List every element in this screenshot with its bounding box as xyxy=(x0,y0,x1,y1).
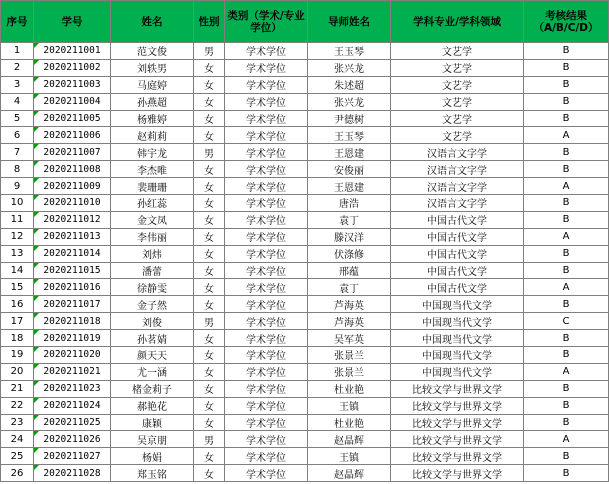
cell-discipline[interactable]: 中国古代文学 xyxy=(391,245,524,262)
cell-result[interactable]: B xyxy=(524,380,609,397)
cell-category[interactable]: 学术学位 xyxy=(225,211,308,228)
cell-student-id[interactable]: 2020211009 xyxy=(34,178,111,195)
cell-student-id[interactable]: 2020211021 xyxy=(34,363,111,380)
cell-name[interactable]: 李伟丽 xyxy=(111,228,194,245)
cell-result[interactable]: B xyxy=(524,211,609,228)
cell-student-id[interactable]: 2020211025 xyxy=(34,414,111,431)
cell-discipline[interactable]: 中国现当代文学 xyxy=(391,313,524,330)
cell-result[interactable]: B xyxy=(524,195,609,212)
cell-result[interactable]: B xyxy=(524,448,609,465)
cell-gender[interactable]: 女 xyxy=(194,93,225,110)
cell-student-id[interactable]: 2020211027 xyxy=(34,448,111,465)
cell-student-id[interactable]: 2020211002 xyxy=(34,59,111,76)
cell-advisor[interactable]: 唐浩 xyxy=(308,195,391,212)
cell-name[interactable]: 杨娟 xyxy=(111,448,194,465)
header-advisor: 导师姓名 xyxy=(308,1,391,43)
cell-result[interactable]: A xyxy=(524,363,609,380)
table-row[interactable] xyxy=(1,347,609,364)
cell-index[interactable]: 10 xyxy=(1,195,34,212)
cell-advisor[interactable]: 杜业艳 xyxy=(308,414,391,431)
cell-student-id[interactable]: 2020211024 xyxy=(34,397,111,414)
cell-category[interactable]: 学术学位 xyxy=(225,59,308,76)
cell-name[interactable]: 孙茗婧 xyxy=(111,330,194,347)
cell-name[interactable]: 郝艳花 xyxy=(111,397,194,414)
cell-index[interactable]: 9 xyxy=(1,178,34,195)
cell-gender[interactable]: 男 xyxy=(194,431,225,448)
cell-index[interactable]: 22 xyxy=(1,397,34,414)
cell-name[interactable]: 赵莉莉 xyxy=(111,127,194,144)
cell-student-id[interactable]: 2020211007 xyxy=(34,144,111,161)
cell-result[interactable]: B xyxy=(524,465,609,482)
cell-result[interactable]: B xyxy=(524,76,609,93)
cell-index[interactable]: 20 xyxy=(1,363,34,380)
cell-index[interactable]: 21 xyxy=(1,380,34,397)
cell-advisor[interactable]: 安俊丽 xyxy=(308,161,391,178)
cell-result[interactable]: A xyxy=(524,228,609,245)
cell-student-id[interactable]: 2020211017 xyxy=(34,296,111,313)
cell-gender[interactable]: 男 xyxy=(194,313,225,330)
cell-advisor[interactable]: 王玉琴 xyxy=(308,127,391,144)
cell-discipline[interactable]: 中国古代文学 xyxy=(391,262,524,279)
cell-index[interactable]: 11 xyxy=(1,211,34,228)
cell-name[interactable]: 杨雅婷 xyxy=(111,110,194,127)
cell-result[interactable]: B xyxy=(524,347,609,364)
cell-advisor[interactable]: 袁丁 xyxy=(308,279,391,296)
cell-student-id[interactable]: 2020211019 xyxy=(34,330,111,347)
cell-advisor[interactable]: 张景兰 xyxy=(308,347,391,364)
cell-name[interactable]: 尤一涵 xyxy=(111,363,194,380)
cell-gender[interactable]: 女 xyxy=(194,59,225,76)
cell-name[interactable]: 李杰唯 xyxy=(111,161,194,178)
cell-student-id[interactable]: 2020211014 xyxy=(34,245,111,262)
cell-discipline[interactable]: 文艺学 xyxy=(391,110,524,127)
cell-result[interactable]: A xyxy=(524,431,609,448)
cell-discipline[interactable]: 汉语言文字学 xyxy=(391,161,524,178)
table-header xyxy=(1,1,609,43)
cell-name[interactable]: 楮金莉子 xyxy=(111,380,194,397)
cell-discipline[interactable]: 中国古代文学 xyxy=(391,228,524,245)
cell-student-id[interactable]: 2020211003 xyxy=(34,76,111,93)
header-name: 姓名 xyxy=(111,1,194,43)
cell-result[interactable]: B xyxy=(524,43,609,60)
cell-index[interactable]: 4 xyxy=(1,93,34,110)
cell-student-id[interactable]: 2020211005 xyxy=(34,110,111,127)
header-gender: 性别 xyxy=(194,1,225,43)
cell-index[interactable]: 5 xyxy=(1,110,34,127)
cell-advisor[interactable]: 芦海英 xyxy=(308,296,391,313)
cell-result[interactable]: B xyxy=(524,110,609,127)
cell-gender[interactable]: 女 xyxy=(194,465,225,482)
cell-result[interactable]: B xyxy=(524,59,609,76)
cell-category[interactable]: 学术学位 xyxy=(225,144,308,161)
cell-advisor[interactable]: 袁丁 xyxy=(308,211,391,228)
cell-name[interactable]: 吴京朋 xyxy=(111,431,194,448)
table-body xyxy=(1,43,609,482)
cell-student-id[interactable]: 2020211004 xyxy=(34,93,111,110)
table-row[interactable] xyxy=(1,110,609,127)
cell-student-id[interactable]: 2020211026 xyxy=(34,431,111,448)
cell-name[interactable]: 范文俊 xyxy=(111,43,194,60)
cell-category[interactable]: 学术学位 xyxy=(225,127,308,144)
cell-gender[interactable]: 女 xyxy=(194,380,225,397)
cell-gender[interactable]: 女 xyxy=(194,262,225,279)
table-row[interactable] xyxy=(1,93,609,110)
cell-student-id[interactable]: 2020211001 xyxy=(34,43,111,60)
cell-category[interactable]: 学术学位 xyxy=(225,380,308,397)
cell-advisor[interactable]: 张兴龙 xyxy=(308,59,391,76)
table-row[interactable] xyxy=(1,161,609,178)
cell-index[interactable]: 7 xyxy=(1,144,34,161)
cell-index[interactable]: 18 xyxy=(1,330,34,347)
cell-category[interactable]: 学术学位 xyxy=(225,245,308,262)
table-row[interactable] xyxy=(1,262,609,279)
table-row[interactable] xyxy=(1,144,609,161)
cell-student-id[interactable]: 2020211023 xyxy=(34,380,111,397)
cell-gender[interactable]: 女 xyxy=(194,414,225,431)
cell-advisor[interactable]: 王玉琴 xyxy=(308,43,391,60)
cell-category[interactable]: 学术学位 xyxy=(225,43,308,60)
cell-advisor[interactable]: 王恩建 xyxy=(308,144,391,161)
table-row[interactable] xyxy=(1,228,609,245)
cell-student-id[interactable]: 2020211020 xyxy=(34,347,111,364)
cell-advisor[interactable]: 芦海英 xyxy=(308,313,391,330)
cell-name[interactable]: 金子然 xyxy=(111,296,194,313)
cell-category[interactable]: 学术学位 xyxy=(225,178,308,195)
cell-student-id[interactable]: 2020211006 xyxy=(34,127,111,144)
cell-student-id[interactable]: 2020211018 xyxy=(34,313,111,330)
table-row[interactable] xyxy=(1,245,609,262)
cell-category[interactable]: 学术学位 xyxy=(225,110,308,127)
cell-student-id[interactable]: 2020211016 xyxy=(34,279,111,296)
cell-advisor[interactable]: 邢蕴 xyxy=(308,262,391,279)
header-category: 类别（学术/专业学位） xyxy=(225,1,308,43)
table-row[interactable] xyxy=(1,127,609,144)
cell-category[interactable]: 学术学位 xyxy=(225,279,308,296)
cell-advisor[interactable]: 尹德树 xyxy=(308,110,391,127)
cell-discipline[interactable]: 比较文学与世界文学 xyxy=(391,380,524,397)
table-row[interactable] xyxy=(1,59,609,76)
cell-gender[interactable]: 女 xyxy=(194,127,225,144)
cell-advisor[interactable]: 朱述超 xyxy=(308,76,391,93)
table-row[interactable] xyxy=(1,178,609,195)
cell-index[interactable]: 1 xyxy=(1,43,34,60)
cell-advisor[interactable]: 杜业艳 xyxy=(308,380,391,397)
cell-advisor[interactable]: 滕汉洋 xyxy=(308,228,391,245)
cell-index[interactable]: 23 xyxy=(1,414,34,431)
cell-gender[interactable]: 女 xyxy=(194,448,225,465)
cell-category[interactable]: 学术学位 xyxy=(225,262,308,279)
cell-student-id[interactable]: 2020211008 xyxy=(34,161,111,178)
cell-gender[interactable]: 女 xyxy=(194,195,225,212)
cell-discipline[interactable]: 中国现当代文学 xyxy=(391,330,524,347)
cell-index[interactable]: 16 xyxy=(1,296,34,313)
cell-name[interactable]: 韩宇龙 xyxy=(111,144,194,161)
cell-category[interactable]: 学术学位 xyxy=(225,228,308,245)
cell-discipline[interactable]: 文艺学 xyxy=(391,43,524,60)
cell-name[interactable]: 颜天天 xyxy=(111,347,194,364)
cell-category[interactable]: 学术学位 xyxy=(225,414,308,431)
cell-name[interactable]: 刘炜 xyxy=(111,245,194,262)
cell-name[interactable]: 刘俊 xyxy=(111,313,194,330)
table-row[interactable] xyxy=(1,313,609,330)
cell-name[interactable]: 金文凤 xyxy=(111,211,194,228)
table-row[interactable] xyxy=(1,195,609,212)
cell-index[interactable]: 13 xyxy=(1,245,34,262)
cell-gender[interactable]: 女 xyxy=(194,347,225,364)
cell-result[interactable]: B xyxy=(524,93,609,110)
cell-result[interactable]: C xyxy=(524,313,609,330)
cell-discipline[interactable]: 比较文学与世界文学 xyxy=(391,397,524,414)
cell-discipline[interactable]: 文艺学 xyxy=(391,76,524,93)
cell-student-id[interactable]: 2020211010 xyxy=(34,195,111,212)
cell-gender[interactable]: 女 xyxy=(194,245,225,262)
table-row[interactable] xyxy=(1,211,609,228)
cell-discipline[interactable]: 比较文学与世界文学 xyxy=(391,448,524,465)
cell-category[interactable]: 学术学位 xyxy=(225,330,308,347)
cell-discipline[interactable]: 比较文学与世界文学 xyxy=(391,414,524,431)
cell-name[interactable]: 徐静雯 xyxy=(111,279,194,296)
table-row[interactable] xyxy=(1,330,609,347)
cell-gender[interactable]: 女 xyxy=(194,76,225,93)
cell-result[interactable]: B xyxy=(524,144,609,161)
cell-discipline[interactable]: 中国古代文学 xyxy=(391,279,524,296)
cell-result[interactable]: B xyxy=(524,296,609,313)
cell-index[interactable]: 3 xyxy=(1,76,34,93)
cell-index[interactable]: 14 xyxy=(1,262,34,279)
cell-gender[interactable]: 女 xyxy=(194,211,225,228)
cell-discipline[interactable]: 文艺学 xyxy=(391,127,524,144)
cell-name[interactable]: 裴珊珊 xyxy=(111,178,194,195)
cell-index[interactable]: 25 xyxy=(1,448,34,465)
cell-index[interactable]: 15 xyxy=(1,279,34,296)
cell-category[interactable]: 学术学位 xyxy=(225,161,308,178)
cell-category[interactable]: 学术学位 xyxy=(225,448,308,465)
cell-result[interactable]: B xyxy=(524,161,609,178)
cell-index[interactable]: 19 xyxy=(1,347,34,364)
cell-discipline[interactable]: 汉语言文字学 xyxy=(391,195,524,212)
cell-advisor[interactable]: 张景兰 xyxy=(308,363,391,380)
cell-category[interactable]: 学术学位 xyxy=(225,93,308,110)
cell-name[interactable]: 郑玉铭 xyxy=(111,465,194,482)
cell-category[interactable]: 学术学位 xyxy=(225,195,308,212)
cell-result[interactable]: B xyxy=(524,397,609,414)
table-row[interactable] xyxy=(1,431,609,448)
cell-advisor[interactable]: 王镇 xyxy=(308,397,391,414)
cell-discipline[interactable]: 中国现当代文学 xyxy=(391,347,524,364)
cell-advisor[interactable]: 赵晶辉 xyxy=(308,431,391,448)
cell-gender[interactable]: 男 xyxy=(194,144,225,161)
cell-gender[interactable]: 女 xyxy=(194,161,225,178)
cell-index[interactable]: 24 xyxy=(1,431,34,448)
cell-discipline[interactable]: 中国现当代文学 xyxy=(391,363,524,380)
cell-result[interactable]: B xyxy=(524,330,609,347)
cell-category[interactable]: 学术学位 xyxy=(225,296,308,313)
cell-category[interactable]: 学术学位 xyxy=(225,313,308,330)
cell-category[interactable]: 学术学位 xyxy=(225,347,308,364)
cell-index[interactable]: 26 xyxy=(1,465,34,482)
cell-category[interactable]: 学术学位 xyxy=(225,397,308,414)
cell-gender[interactable]: 男 xyxy=(194,43,225,60)
cell-student-id[interactable]: 2020211012 xyxy=(34,211,111,228)
cell-discipline[interactable]: 比较文学与世界文学 xyxy=(391,465,524,482)
cell-index[interactable]: 12 xyxy=(1,228,34,245)
table-row[interactable] xyxy=(1,397,609,414)
cell-name[interactable]: 孙红蕊 xyxy=(111,195,194,212)
table-row[interactable] xyxy=(1,279,609,296)
cell-gender[interactable]: 女 xyxy=(194,363,225,380)
cell-name[interactable]: 潘蕾 xyxy=(111,262,194,279)
cell-discipline[interactable]: 中国现当代文学 xyxy=(391,296,524,313)
cell-name[interactable]: 刘轶男 xyxy=(111,59,194,76)
cell-discipline[interactable]: 比较文学与世界文学 xyxy=(391,431,524,448)
cell-result[interactable]: A xyxy=(524,127,609,144)
table-row[interactable] xyxy=(1,465,609,482)
table-row[interactable] xyxy=(1,296,609,313)
cell-advisor[interactable]: 张兴龙 xyxy=(308,93,391,110)
header-discipline: 学科专业/学科领域 xyxy=(391,1,524,43)
cell-gender[interactable]: 女 xyxy=(194,110,225,127)
cell-gender[interactable]: 女 xyxy=(194,178,225,195)
cell-gender[interactable]: 女 xyxy=(194,330,225,347)
header-index: 序号 xyxy=(1,1,34,43)
cell-advisor[interactable]: 王镇 xyxy=(308,448,391,465)
cell-index[interactable]: 17 xyxy=(1,313,34,330)
cell-student-id[interactable]: 2020211028 xyxy=(34,465,111,482)
cell-name[interactable]: 康颖 xyxy=(111,414,194,431)
cell-advisor[interactable]: 赵晶辉 xyxy=(308,465,391,482)
cell-result[interactable]: B xyxy=(524,262,609,279)
cell-category[interactable]: 学术学位 xyxy=(225,465,308,482)
cell-index[interactable]: 2 xyxy=(1,59,34,76)
table-row[interactable] xyxy=(1,43,609,60)
cell-name[interactable]: 马庭婷 xyxy=(111,76,194,93)
cell-gender[interactable]: 女 xyxy=(194,228,225,245)
table-row[interactable] xyxy=(1,363,609,380)
table-row[interactable] xyxy=(1,414,609,431)
table-row[interactable] xyxy=(1,76,609,93)
cell-category[interactable]: 学术学位 xyxy=(225,76,308,93)
cell-result[interactable]: A xyxy=(524,178,609,195)
cell-result[interactable]: B xyxy=(524,414,609,431)
cell-advisor[interactable]: 吴军英 xyxy=(308,330,391,347)
cell-discipline[interactable]: 汉语言文字学 xyxy=(391,178,524,195)
cell-discipline[interactable]: 文艺学 xyxy=(391,59,524,76)
cell-result[interactable]: A xyxy=(524,279,609,296)
cell-discipline[interactable]: 汉语言文字学 xyxy=(391,144,524,161)
cell-advisor[interactable]: 伏涤修 xyxy=(308,245,391,262)
cell-student-id[interactable]: 2020211015 xyxy=(34,262,111,279)
cell-index[interactable]: 8 xyxy=(1,161,34,178)
table-row[interactable] xyxy=(1,380,609,397)
cell-index[interactable]: 6 xyxy=(1,127,34,144)
cell-gender[interactable]: 女 xyxy=(194,296,225,313)
header-result: 考核结果（A/B/C/D） xyxy=(524,1,609,43)
cell-discipline[interactable]: 文艺学 xyxy=(391,93,524,110)
header-student-id: 学号 xyxy=(34,1,111,43)
table-row[interactable] xyxy=(1,448,609,465)
cell-gender[interactable]: 女 xyxy=(194,279,225,296)
cell-result[interactable]: B xyxy=(524,245,609,262)
cell-category[interactable]: 学术学位 xyxy=(225,363,308,380)
cell-name[interactable]: 孙燕超 xyxy=(111,93,194,110)
cell-gender[interactable]: 女 xyxy=(194,397,225,414)
cell-advisor[interactable]: 王恩建 xyxy=(308,178,391,195)
cell-discipline[interactable]: 中国古代文学 xyxy=(391,211,524,228)
cell-category[interactable]: 学术学位 xyxy=(225,431,308,448)
cell-student-id[interactable]: 2020211013 xyxy=(34,228,111,245)
